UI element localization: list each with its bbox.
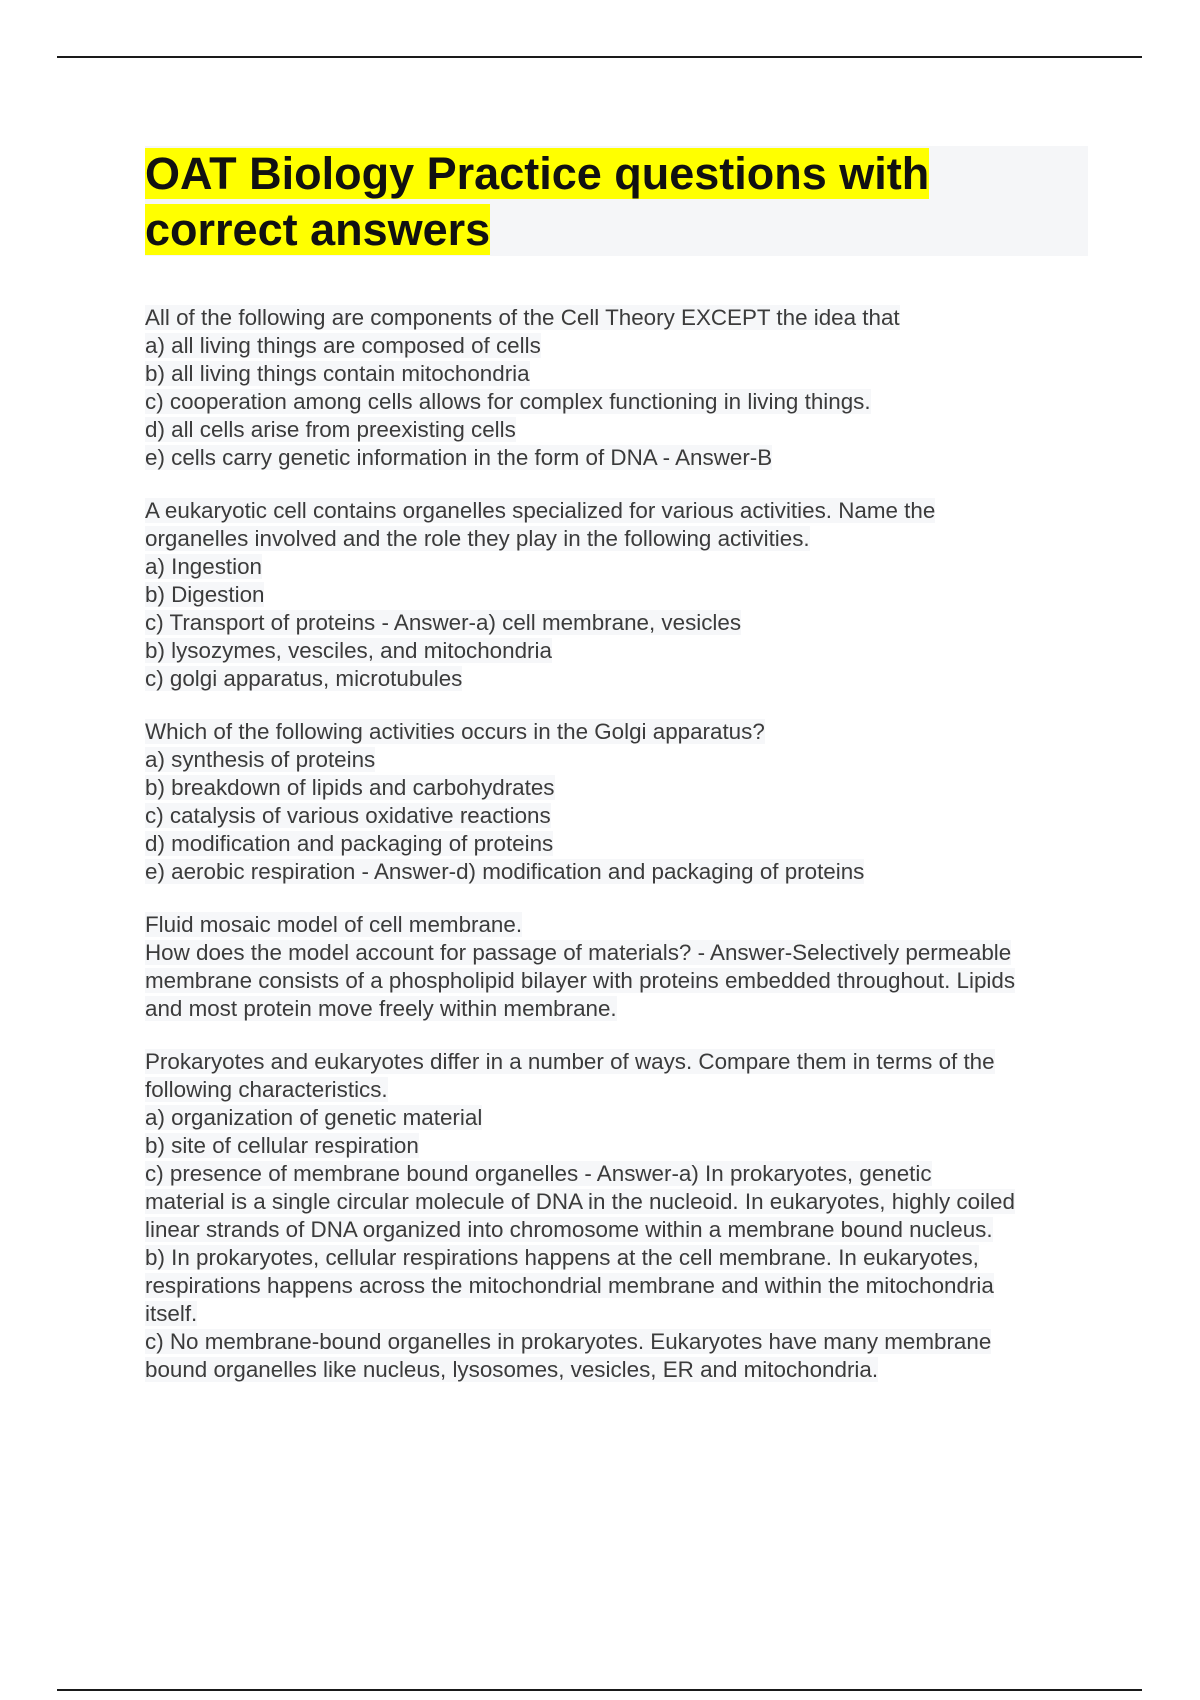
text-line-content: b) all living things contain mitochondria [145, 361, 530, 386]
text-line [145, 911, 1090, 939]
text-line [145, 637, 1090, 665]
text-line-content: Prokaryotes and eukaryotes differ in a number of ways. Compare them in terms of the [145, 1049, 995, 1074]
text-line [145, 332, 1090, 360]
text-line-content: respirations happens across the mitochondrial membrane and within the mitochondria [145, 1273, 994, 1298]
text-line-content: d) all cells arise from preexisting cells [145, 417, 516, 442]
text-line-content: c) cooperation among cells allows for complex functioning in living things. [145, 389, 871, 414]
text-line [145, 967, 1090, 995]
text-line [145, 525, 1090, 553]
text-line-content: a) organization of genetic material [145, 1105, 483, 1130]
text-line-content: b) Digestion [145, 582, 265, 607]
question-block [145, 718, 1090, 886]
text-line-content: d) modification and packaging of proteins [145, 831, 554, 856]
text-line-content: A eukaryotic cell contains organelles specialized for various activities. Name the [145, 498, 936, 523]
text-line [145, 802, 1090, 830]
text-line [145, 1160, 1090, 1188]
text-line [145, 1104, 1090, 1132]
question-block [145, 497, 1090, 693]
text-line [145, 774, 1090, 802]
text-line [145, 1216, 1090, 1244]
text-line [145, 553, 1090, 581]
text-line-content: Which of the following activities occurs in the Golgi apparatus? [145, 719, 765, 744]
text-line [145, 497, 1090, 525]
text-line-content: b) site of cellular respiration [145, 1133, 419, 1158]
text-line [145, 444, 1090, 472]
bottom-rule [57, 1689, 1142, 1691]
text-line [145, 1356, 1090, 1384]
text-line-content: c) No membrane-bound organelles in prokaryotes. Eukaryotes have many membrane [145, 1329, 992, 1354]
text-line-content: c) Transport of proteins - Answer-a) cell membrane, vesicles [145, 610, 742, 635]
text-line-content: a) Ingestion [145, 554, 263, 579]
document-body [145, 304, 1090, 1409]
text-line-content: All of the following are components of the Cell Theory EXCEPT the idea that [145, 305, 900, 330]
text-line-content: e) cells carry genetic information in the form of DNA - Answer-B [145, 445, 773, 470]
text-line-content: c) golgi apparatus, microtubules [145, 666, 463, 691]
text-line-content: organelles involved and the role they play in the following activities. [145, 526, 810, 551]
text-line [145, 995, 1090, 1023]
text-line [145, 388, 1090, 416]
text-line [145, 1328, 1090, 1356]
text-line-content: Fluid mosaic model of cell membrane. [145, 912, 523, 937]
text-line-content: a) all living things are composed of cells [145, 333, 541, 358]
text-line [145, 1244, 1090, 1272]
text-line [145, 416, 1090, 444]
text-line [145, 858, 1090, 886]
text-line-content: b) lysozymes, vesciles, and mitochondria [145, 638, 552, 663]
text-line [145, 1272, 1090, 1300]
text-line-content: material is a single circular molecule of DNA in the nucleoid. In eukaryotes, highly coiled [145, 1189, 1015, 1214]
text-line-content: membrane consists of a phospholipid bilayer with proteins embedded throughout. Lipids [145, 968, 1016, 993]
text-line [145, 1076, 1090, 1104]
text-line [145, 746, 1090, 774]
text-line-content: and most protein move freely within membrane. [145, 996, 617, 1021]
text-line-content: e) aerobic respiration - Answer-d) modification and packaging of proteins [145, 859, 865, 884]
question-block [145, 304, 1090, 472]
text-line [145, 665, 1090, 693]
text-line-content: c) presence of membrane bound organelles - Answer-a) In prokaryotes, genetic [145, 1161, 932, 1186]
text-line-content: itself. [145, 1301, 198, 1326]
text-line [145, 830, 1090, 858]
text-line-content: c) catalysis of various oxidative reactions [145, 803, 551, 828]
text-line-content: How does the model account for passage of materials? - Answer-Selectively permeable [145, 940, 1012, 965]
text-line-content: linear strands of DNA organized into chromosome within a membrane bound nucleus. [145, 1217, 993, 1242]
text-line [145, 609, 1090, 637]
text-line-content: a) synthesis of proteins [145, 747, 376, 772]
document-title [145, 146, 1045, 258]
text-line-content: following characteristics. [145, 1077, 388, 1102]
title-highlight: OAT Biology Practice questions with correct answers [145, 148, 930, 255]
text-line [145, 304, 1090, 332]
text-line [145, 1188, 1090, 1216]
text-line-content: b) breakdown of lipids and carbohydrates [145, 775, 555, 800]
text-line-content: bound organelles like nucleus, lysosomes, vesicles, ER and mitochondria. [145, 1357, 879, 1382]
text-line [145, 1300, 1090, 1328]
text-line [145, 360, 1090, 388]
text-line-content: b) In prokaryotes, cellular respirations happens at the cell membrane. In eukaryotes, [145, 1245, 979, 1270]
text-line [145, 581, 1090, 609]
question-block [145, 1048, 1090, 1384]
text-line [145, 718, 1090, 746]
text-line [145, 1048, 1090, 1076]
text-line [145, 939, 1090, 967]
top-rule [57, 56, 1142, 58]
question-block [145, 911, 1090, 1023]
text-line [145, 1132, 1090, 1160]
